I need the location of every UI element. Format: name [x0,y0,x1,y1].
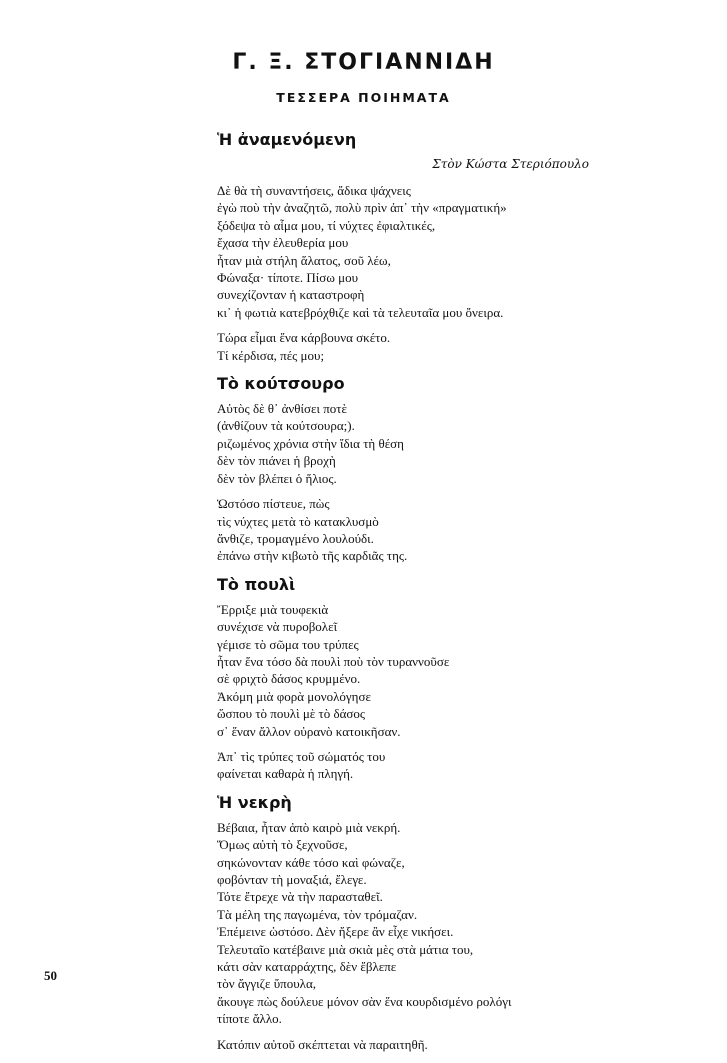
verse-line: σὲ φριχτὸ δάσος κρυμμένο. [217,671,361,687]
verse-line: ἄκουγε πὼς δούλευε μόνον σὰν ἕνα κουρδισμένο ρολόγι [217,993,512,1009]
stanza [217,1036,597,1053]
verse-line: Φώναξα· τίποτε. Πίσω μου [217,270,359,286]
verse-line: Τελευταῖο κατέβαινε μιὰ σκιὰ μὲς στὰ μάτια του, [217,941,474,957]
stanza [217,329,597,364]
verse-line: συνεχίζονταν ἡ καταστροφὴ [217,287,365,303]
verse-line: τὶς νύχτες μετὰ τὸ κατακλυσμὸ [217,513,379,529]
verse-line: σ᾿ ἕναν ἄλλον οὐρανὸ κατοικῆσαν. [217,723,401,739]
poem [217,793,597,1053]
poem-dedication: Στὸν Κώστα Στεριόπουλο [432,157,589,171]
verse-line: Κατόπιν αὐτοῦ σκέπτεται νὰ παραιτηθῆ. [217,1036,428,1052]
verse-line: τίποτε ἄλλο. [217,1011,282,1027]
author-heading: Γ. Ξ. ΣΤΟΓΙΑΝΝΙΔΗ [232,50,495,75]
stanza [217,748,597,783]
verse-line: ἐπάνω στὴν κιβωτὸ τῆς καρδιᾶς της. [217,548,408,564]
verse-line: σηκώνονταν κάθε τόσο καὶ φώναζε, [217,854,405,870]
verse-line: κι᾿ ἡ φωτιὰ κατεβρόχθιζε καὶ τὰ τελευταῖα μου ὄνειρα. [217,304,504,320]
poem [217,130,597,364]
poem-title: Τὸ πουλὶ [217,574,296,594]
stanza [217,819,597,1028]
poem-title: Ἡ νεκρὴ [217,792,292,812]
verse-line: ὥσπου τὸ πουλὶ μὲ τὸ δάσος [217,706,366,722]
verse-line: δὲν τὸν βλέπει ὁ ἥλιος. [217,470,337,486]
verse-line: δὲν τὸν πιάνει ἡ βροχὴ [217,453,336,469]
verse-line: Ὅμως αὐτὴ τὸ ξεχνοῦσε, [217,837,348,853]
poems-container [217,130,597,1063]
verse-line: ἔχασα τὴν ἐλευθερία μου [217,235,349,251]
verse-line: (ἀνθίζουν τὰ κούτσουρα;). [217,418,355,434]
verse-line: Ἀπ᾿ τὶς τρύπες τοῦ σώματός του [217,748,386,764]
verse-line: Ἐπέμεινε ὡστόσο. Δὲν ἤξερε ἂν εἶχε νικήσει. [217,924,454,940]
stanza [217,182,597,321]
collection-title: ΤΕΣΣΕΡΑ ΠΟΙΗΜΑΤΑ [276,90,451,105]
verse-line: Τὰ μέλη της παγωμένα, τὸν τρόμαζαν. [217,906,418,922]
verse-line: Ὡστόσο πίστευε, πὼς [217,496,330,512]
verse-line: Τί κέρδισα, πές μου; [217,347,325,363]
verse-line: ἦταν μιὰ στήλη ἅλατος, σοῦ λέω, [217,252,391,268]
verse-line: ἄνθιζε, τρομαγμένο λουλούδι. [217,530,374,546]
verse-line: Δὲ θὰ τὴ συναντήσεις, ἄδικα ψάχνεις [217,183,411,198]
verse-line: ἐγὼ ποὺ τὴν ἀναζητῶ, πολὺ πρὶν ἀπ᾿ τὴν «πραγματική» [217,200,507,216]
verse-line: ξόδεψα τὸ αἷμα μου, τί νύχτες ἐφιαλτικές, [217,217,436,233]
verse-line: Βέβαια, ἦταν ἀπὸ καιρὸ μιὰ νεκρή. [217,819,401,835]
verse-line: ἦταν ἕνα τόσο δὰ πουλὶ ποὺ τὸν τυραννοῦσε [217,653,450,669]
verse-line: συνέχισε νὰ πυροβολεῖ [217,619,338,635]
verse-line: φοβόνταν τὴ μοναξιά, ἔλεγε. [217,872,367,887]
stanza [217,601,597,740]
page-number: 50 [44,968,57,983]
poem-title: Ἡ ἀναμενόμενη [217,130,357,149]
verse-line: Αὐτὸς δὲ θ᾿ ἀνθίσει ποτὲ [217,401,347,417]
verse-line: τὸν ἄγγιζε ὕπουλα, [217,976,317,992]
poem [217,575,597,783]
verse-line: Ἔρριξε μιὰ τουφεκιὰ [217,601,329,617]
verse-line: κάτι σὰν καταρράχτης, δὲν ἔβλεπε [217,959,397,975]
verse-line: Ἀκόμη μιὰ φορὰ μονολόγησε [217,688,371,704]
poem [217,374,597,565]
verse-line: Τότε ἔτρεχε νὰ τὴν παρασταθεῖ. [217,889,383,905]
verse-line: φαίνεται καθαρὰ ἡ πληγή. [217,766,354,782]
verse-line: Τώρα εἶμαι ἕνα κάρβουνα σκέτο. [217,330,391,346]
stanza [217,495,597,565]
poem-title: Τὸ κούτσουρο [217,374,345,394]
verse-line: ριζωμένος χρόνια στὴν ἴδια τὴ θέση [217,435,404,451]
verse-line: γέμισε τὸ σῶμα του τρύπες [217,636,359,652]
stanza [217,400,597,487]
